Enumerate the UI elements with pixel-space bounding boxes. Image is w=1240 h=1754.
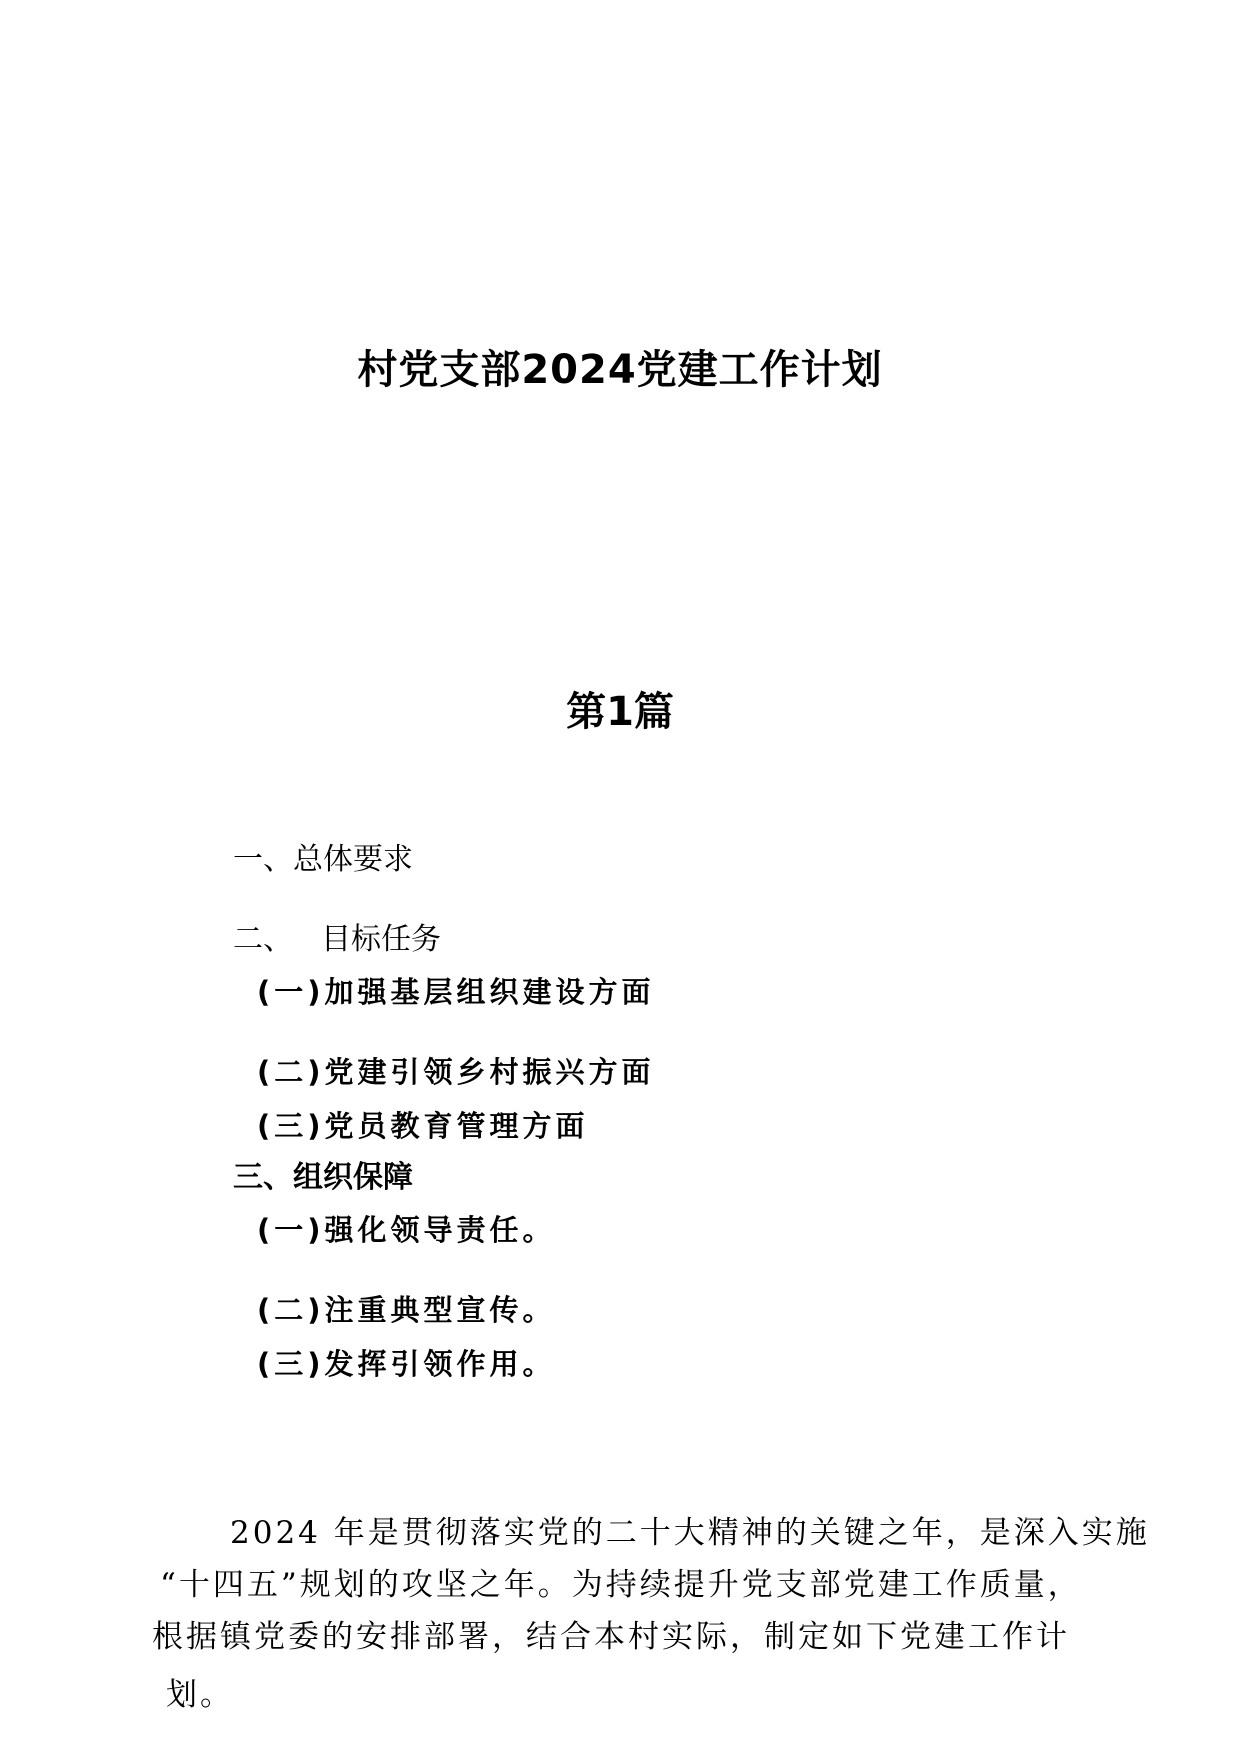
section-heading-2 [233,918,441,962]
body-paragraph-line-4: 划。 [166,1677,234,1713]
chapter-heading: 第1篇 [566,689,674,735]
subsection-3-3: (三)发挥引领作用。 [257,1347,556,1381]
subsection-2-2: (二)党建引领乡村振兴方面 [257,1055,655,1089]
body-paragraph-line-2: “十四五”规划的攻坚之年。为持续提升党支部党建工作质量， [160,1567,1082,1603]
subsection-2-1: (一)加强基层组织建设方面 [257,975,655,1009]
subsection-2-3: (三)党员教育管理方面 [257,1109,589,1143]
subsection-3-1: (一)强化领导责任。 [257,1213,556,1247]
subsection-3-2: (二)注重典型宣传。 [257,1293,556,1327]
section-heading-2-text: 目标任务 [321,922,441,957]
section-heading-1: 一、总体要求 [233,842,413,877]
section-heading-3: 三、组织保障 [233,1160,413,1195]
body-paragraph-line-1: 2024 年是贯彻落实党的二十大精神的关键之年，是深入实施 [230,1515,1150,1551]
body-paragraph-line-3: 根据镇党委的安排部署，结合本村实际，制定如下党建工作计 [152,1619,1070,1655]
document-title: 村党支部2024党建工作计划 [357,347,883,393]
section-heading-2-number: 二、 [233,922,293,957]
